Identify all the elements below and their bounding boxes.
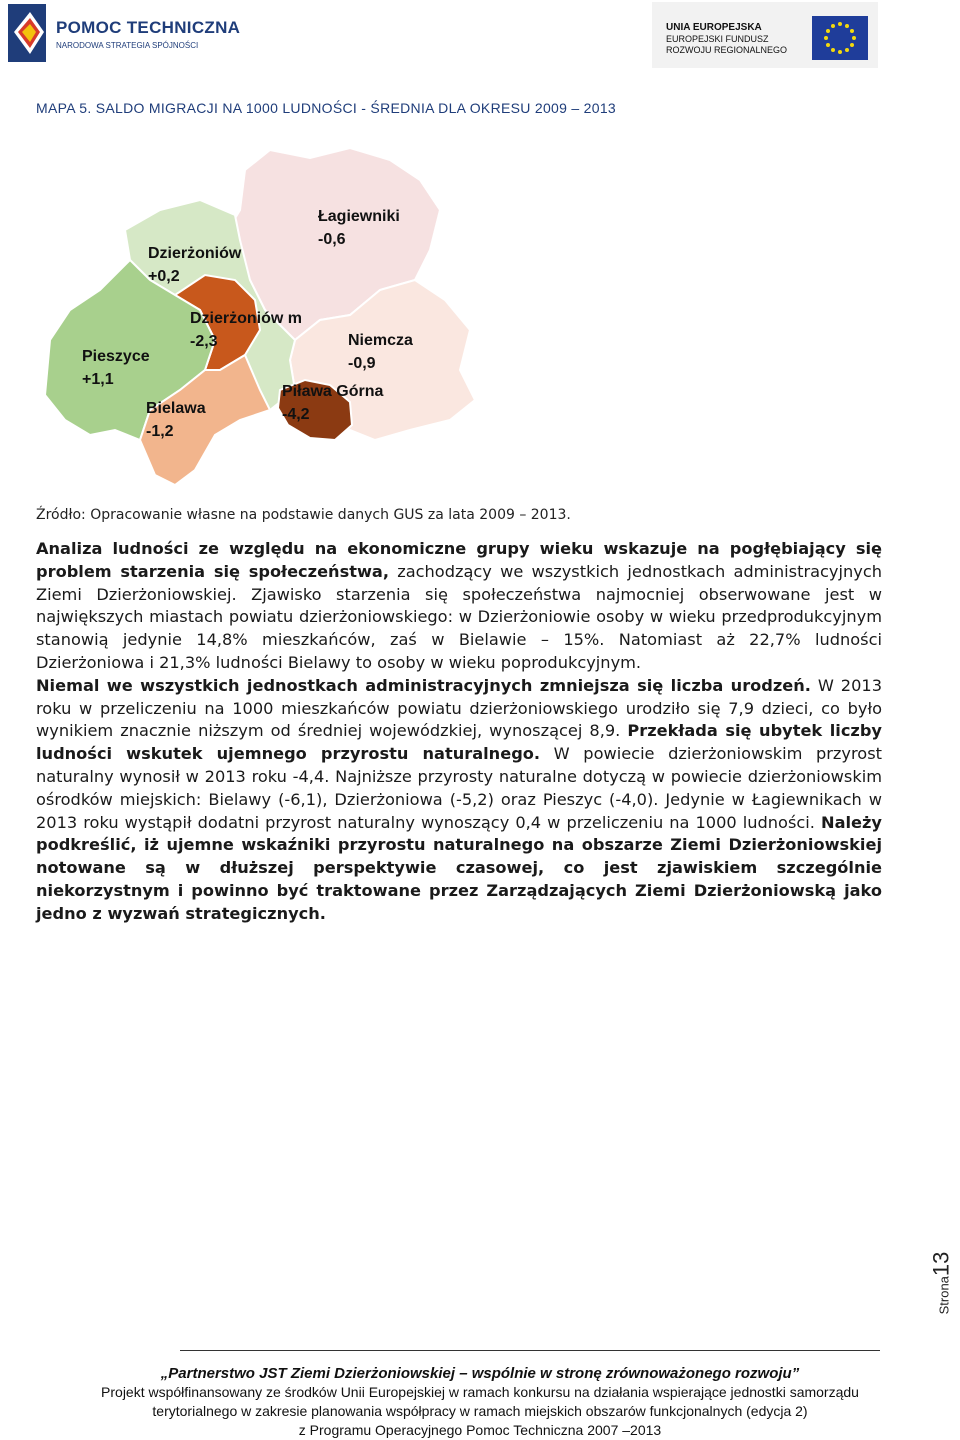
eu-flag-icon — [812, 16, 868, 60]
p2-text-2: W powiecie dzierżoniowskim przyrost naturalny wynosił w 2013 roku -4,4. Najniższe przyrosty naturalne dotyczą w powiecie dzierżoniowskim ośrodków miejskich: Bielawy (-6,1), Dzierżoniowa (-5,2) oraz Pieszyc (-4,0). Jedynie w Łagiewnikach w 2013 roku wystąpił dodatni przyrost naturalny wynoszący 0,4 w przeliczeniu na 1000 ludności. — [36, 744, 882, 832]
source-note: Źródło: Opracowanie własne na podstawie danych GUS za lata 2009 – 2013. — [36, 507, 571, 523]
label-bielawa-value: -1,2 — [146, 423, 174, 440]
body-text — [36, 538, 882, 926]
map-title: MAPA 5. SALDO MIGRACJI NA 1000 LUDNOŚCI - ŚREDNIA DLA OKRESU 2009 – 2013 — [36, 100, 617, 116]
footer-line4: z Programu Operacyjnego Pomoc Techniczna 2007 –2013 — [298, 1422, 662, 1438]
footer-line2: Projekt współfinansowany ze środków Unii Europejskiej w ramach konkursu na działania wspierające jednostki samorządu — [101, 1384, 859, 1400]
footer — [0, 1364, 960, 1440]
label-bielawa-name: Bielawa — [146, 400, 206, 417]
footer-divider — [180, 1350, 880, 1351]
label-dzierzoniow-m-name: Dzierżoniów m — [190, 310, 303, 327]
label-niemcza-value: -0,9 — [348, 355, 376, 372]
pomoc-techniczna-brand: POMOC TECHNICZNA — [56, 18, 241, 37]
pomoc-techniczna-logo — [6, 2, 241, 66]
eu-line3: ROZWOJU REGIONALNEGO — [666, 45, 788, 55]
label-pieszyce-name: Pieszyce — [82, 348, 150, 365]
page-number — [928, 1240, 960, 1320]
pomoc-techniczna-subtitle: NARODOWA STRATEGIA SPÓJNOŚCI — [56, 41, 199, 50]
label-lagiewniki-value: -0,6 — [318, 231, 346, 248]
p2-bold-1: Niemal we wszystkich jednostkach administracyjnych zmniejsza się liczba urodzeń. — [36, 675, 811, 695]
footer-line3: terytorialnego w zakresie planowania współpracy w ramach miejskich obszarów funkcjonalnych (edycja 2) — [152, 1403, 808, 1419]
eu-fund-logo — [652, 2, 878, 68]
p1-bold-1: Analiza ludności ze względu na ekonomiczne grupy wieku wskazuje na pogłębiający się problem starzenia się społeczeństwa, — [36, 539, 882, 581]
page-number-value: 13 — [928, 1251, 954, 1277]
label-lagiewniki-name: Łagiewniki — [318, 208, 400, 225]
label-pilawa-gorna-name: Piława Górna — [282, 383, 384, 400]
label-dzierzoniow-name: Dzierżoniów — [148, 245, 242, 262]
p1-text-1: zachodzący we wszystkich jednostkach administracyjnych Ziemi Dzierżoniowskiej. Zjawisko starzenia się społeczeństwa najmocniej obserwowane jest w największych miastach powiatu dzierżoniowskiego: w Dzierżoniowie osoby w wieku przedprodukcyjnym stanowią jedynie 14,8% mieszkańców, zaś w Bielawie – 15%. Natomiast aż 22,7% ludności Dzierżoniowa i 21,3% ludności Bielawy to osoby w wieku poprodukcyjnym. — [36, 561, 882, 672]
eu-line2: EUROPEJSKI FUNDUSZ — [666, 34, 769, 44]
p2-bold-2: Przekłada się ubytek liczby ludności wskutek ujemnego przyrostu naturalnego. — [36, 721, 882, 764]
p2-text-1: W 2013 roku w przeliczeniu na 1000 mieszkańców powiatu dzierżoniowskiego urodziło się 7,9 dzieci, co było wynikiem znacznie niższym od średniej wojewódzkiej, wynoszącej 8,9. — [36, 675, 882, 741]
label-dzierzoniow-m-value: -2,3 — [190, 333, 218, 350]
eu-line1: UNIA EUROPEJSKA — [666, 22, 762, 33]
label-dzierzoniow-value: +0,2 — [148, 268, 180, 285]
paragraph-1 — [36, 538, 882, 675]
label-niemcza-name: Niemcza — [348, 332, 413, 349]
label-pieszyce-value: +1,1 — [82, 371, 114, 388]
paragraph-2 — [36, 675, 882, 926]
pomoc-techniczna-emblem-icon — [6, 2, 52, 64]
p2-bold-3: Należy podkreślić, iż ujemne wskaźniki przyrostu naturalnego na obszarze Ziemi Dzierżoniowskiej notowane są w dłuższej perspektywie czasowej, co jest zjawiskiem szczególnie niekorzystnym i powinno być traktowane przez Zarządzających Ziemi Dzierżoniowską jako jedno z wyzwań strategicznych. — [36, 812, 882, 923]
footer-line1: „Partnerstwo JST Ziemi Dzierżoniowskiej – wspólnie w stronę zrównoważonego rozwoju” — [160, 1365, 800, 1382]
label-pilawa-gorna-value: -4,2 — [282, 406, 310, 423]
migration-map — [30, 140, 480, 500]
page-label: Strona — [936, 1276, 952, 1315]
